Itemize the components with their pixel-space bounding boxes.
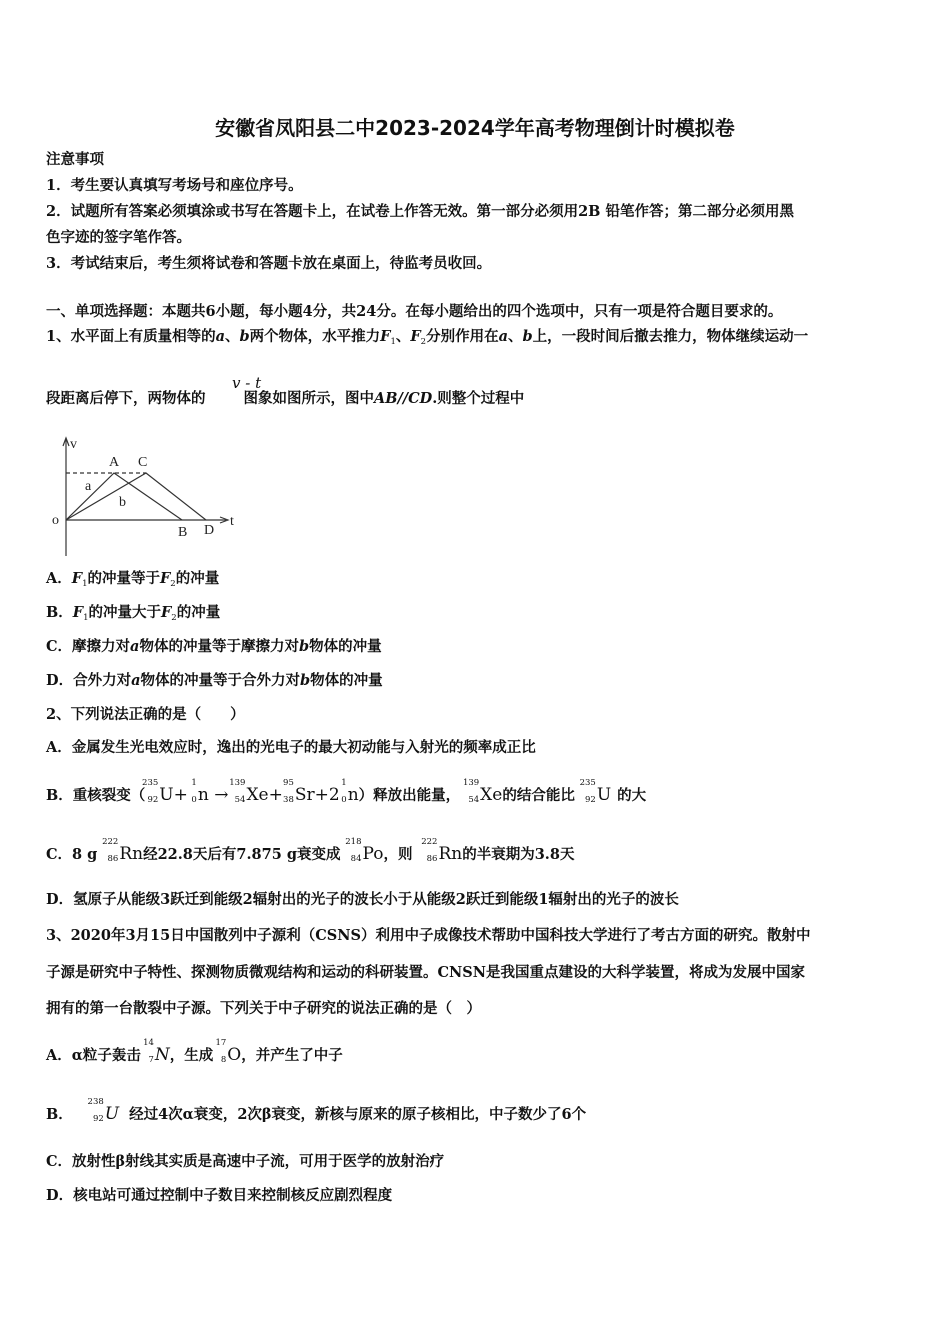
- notice-item-2-cont: 色字迹的签字笔作答。: [46, 229, 191, 246]
- isotope-Rn222-b: 222 86 Rn: [421, 837, 463, 864]
- line-a-label: a: [85, 479, 92, 494]
- isotope-Po218: 218 84 Po: [345, 837, 384, 864]
- isotope-O17: 17 8 O: [215, 1038, 242, 1065]
- q2-option-a[interactable]: A．金属发生光电效应时，逸出的光电子的最大初动能与入射光的频率成正比: [46, 739, 536, 756]
- q1-option-d[interactable]: D．合外力对a物体的冲量等于合外力对b物体的冲量: [46, 672, 383, 689]
- notice-item-2: 2．试题所有答案必须填涂或书写在答题卡上，在试卷上作答无效。第一部分必须用2B 铅笔作答；第二部分必须用黑: [46, 203, 794, 220]
- isotope-n: 1 0 n →: [191, 778, 229, 805]
- notice-item-3: 3．考试结束后，考生须将试卷和答题卡放在桌面上，待监考员收回。: [46, 255, 492, 272]
- isotope-U238: 238 92 U: [87, 1097, 120, 1124]
- q1-stem-line2: 段距离后停下，两物体的 图象如图所示，图中AB//CD.则整个过程中: [46, 390, 525, 407]
- q3-option-c[interactable]: C．放射性β射线其实质是高速中子流，可用于医学的放射治疗: [46, 1153, 445, 1170]
- isotope-Sr95: 95 38 Sr+2: [283, 778, 340, 805]
- q1-stem-line1: 1、水平面上有质量相等的a、b两个物体，水平推力$F_1$、$F_2$分别作用在a、b上，一段时间后撤去推力，物体继续运动一: [46, 328, 809, 347]
- isotope-Xe139: 139 54 Xe+: [229, 778, 283, 805]
- isotope-Xe139-b: 139 54 Xe: [462, 778, 503, 805]
- section-heading: 一、单项选择题：本题共6小题，每小题4分，共24分。在每小题给出的四个选项中，只有一项是符合题目要求的。: [46, 303, 783, 320]
- isotope-Rn222: 222 86 Rn: [102, 837, 144, 864]
- q2-stem: 2、下列说法正确的是（ ）: [46, 706, 245, 723]
- q1-option-c[interactable]: C．摩擦力对a物体的冲量等于摩擦力对b物体的冲量: [46, 638, 382, 655]
- q1-option-a[interactable]: A．$F_1$的冲量等于$F_2$的冲量: [46, 570, 220, 589]
- page-title: 安徽省凤阳县二中2023-2024学年高考物理倒计时模拟卷: [215, 116, 735, 140]
- axis-t-label: t: [230, 514, 234, 529]
- isotope-U235: 235 92 U+: [142, 778, 188, 805]
- point-B-label: B: [178, 525, 188, 540]
- q2-option-b[interactable]: B．重核裂变（ 235 92 U+ 1 0 n → 139 54 Xe+ 95 38 Sr+2 1 0 n）释放出能量， 139 54 Xe的结合能比 235 92 U 的大: [46, 778, 647, 805]
- isotope-N14: 14 7 N: [143, 1038, 170, 1065]
- vt-label: v - t: [232, 374, 262, 392]
- q3-stem-3: 拥有的第一台散裂中子源。下列关于中子研究的说法正确的是（ ）: [46, 1000, 481, 1017]
- q3-option-d[interactable]: D．核电站可通过控制中子数目来控制核反应剧烈程度: [46, 1187, 393, 1204]
- notice-heading: 注意事项: [46, 151, 104, 168]
- q3-stem-2: 子源是研究中子特性、探测物质微观结构和运动的科研装置。CNSN是我国重点建设的大科学装置，将成为发展中国家: [46, 964, 806, 981]
- q3-option-a[interactable]: A．α粒子轰击 14 7 N，生成 17 8 O，并产生了中子: [46, 1038, 343, 1065]
- point-A-label: A: [109, 455, 120, 470]
- line-b-label: b: [119, 495, 126, 510]
- q1-option-b[interactable]: B．$F_1$的冲量大于$F_2$的冲量: [46, 604, 221, 623]
- point-D-label: D: [204, 523, 215, 538]
- vt-graph: [46, 434, 256, 564]
- q3-option-b[interactable]: B． 238 92 U 经过4次α衰变，2次β衰变，新核与原来的原子核相比，中子数少了6个: [46, 1097, 587, 1124]
- q2-option-d[interactable]: D．氢原子从能级3跃迁到能级2辐射出的光子的波长小于从能级2跃迁到能级1辐射出的光子的波长: [46, 891, 679, 908]
- notice-item-1: 1．考生要认真填写考场号和座位序号。: [46, 177, 303, 194]
- isotope-U235-b: 235 92 U: [579, 778, 612, 805]
- q2-option-c[interactable]: C．8 g 222 86 Rn经22.8天后有7.875 g衰变成 218 84 Po，则 222 86 Rn的半衰期为3.8天: [46, 837, 575, 864]
- point-C-label: C: [138, 455, 148, 470]
- q3-stem-1: 3、2020年3月15日中国散列中子源利（CSNS）利用中子成像技术帮助中国科技大学进行了考古方面的研究。散射中: [46, 927, 811, 944]
- axis-v-label: v: [70, 437, 77, 452]
- isotope-n2: 1 0 n: [341, 778, 359, 805]
- origin-label: o: [52, 513, 59, 528]
